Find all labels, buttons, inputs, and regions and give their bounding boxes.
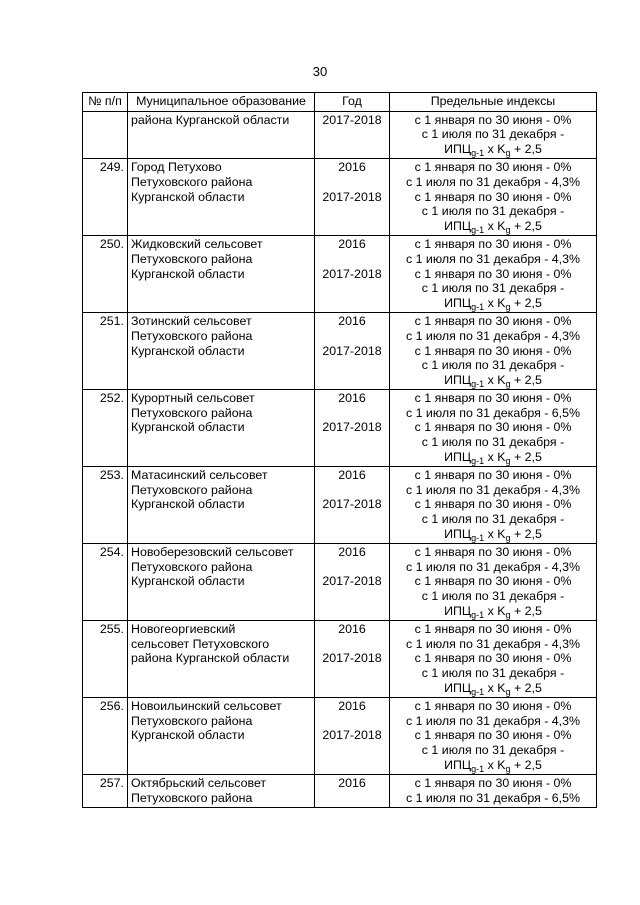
row-number: 251. — [83, 313, 128, 390]
formula-text: + 2,5 — [510, 603, 542, 618]
year-label: 2016 — [338, 237, 366, 252]
formula-text: x K — [484, 295, 506, 310]
indices-cell — [390, 390, 597, 467]
index-line: с 1 июля по 31 декабря - 6,5% — [405, 790, 581, 805]
formula-text: x K — [484, 603, 506, 618]
index-line: с 1 января по 30 июня - 0% — [414, 391, 572, 406]
index-line: с 1 января по 30 июня - 0% — [414, 728, 572, 743]
municipality-line: Курганской области — [131, 728, 245, 743]
formula-subscript: g-1 — [471, 455, 485, 466]
municipality-cell — [128, 698, 315, 775]
municipality-line: Курганской области — [131, 574, 245, 589]
year-cell — [315, 236, 390, 313]
table-row — [83, 698, 597, 775]
tariff-index-table — [82, 92, 597, 808]
year-label: 2016 — [338, 622, 366, 637]
formula-subscript: g-1 — [471, 378, 485, 389]
table-row — [83, 159, 597, 236]
municipality-cell — [128, 390, 315, 467]
municipality-line: Курганской области — [131, 497, 245, 512]
index-formula — [393, 527, 593, 542]
row-number: 253. — [83, 467, 128, 544]
indices-cell — [390, 111, 597, 159]
formula-subscript: g — [505, 609, 511, 620]
municipality-line: Петуховского района — [131, 405, 253, 420]
formula-subscript: g — [505, 455, 511, 466]
formula-text: + 2,5 — [510, 680, 542, 695]
formula-subscript: g-1 — [471, 686, 485, 697]
formula-subscript: g-1 — [471, 301, 485, 312]
formula-text: ИПЦ — [444, 526, 472, 541]
formula-subscript: g — [505, 224, 511, 235]
formula-text: ИПЦ — [444, 218, 472, 233]
municipality-line: сельсовет Петуховского — [131, 636, 270, 651]
municipality-line: Курганской области — [131, 266, 245, 281]
municipality-line: Новоберезовский сельсовет — [131, 545, 294, 560]
index-formula — [393, 219, 593, 234]
municipality-line: Петуховского района — [131, 174, 253, 189]
municipality-line: Курганской области — [131, 343, 245, 358]
year-label: 2017-2018 — [322, 651, 382, 666]
municipality-line: Петуховского района — [131, 713, 253, 728]
index-formula — [393, 758, 593, 773]
municipality-cell — [128, 313, 315, 390]
formula-subscript: g — [505, 301, 511, 312]
header-indices: Предельные индексы — [390, 93, 597, 112]
indices-cell — [390, 698, 597, 775]
formula-text: ИПЦ — [444, 295, 472, 310]
index-line: с 1 января по 30 июня - 0% — [414, 237, 572, 252]
municipality-line: Октябрьский сельсовет — [131, 776, 267, 791]
formula-subscript: g-1 — [471, 224, 485, 235]
table-header-row — [83, 93, 597, 112]
index-line: с 1 января по 30 июня - 0% — [414, 420, 572, 435]
index-line: с 1 января по 30 июня - 0% — [414, 699, 572, 714]
municipality-cell — [128, 159, 315, 236]
index-formula — [393, 450, 593, 465]
formula-text: + 2,5 — [510, 141, 542, 156]
formula-subscript: g-1 — [471, 532, 485, 543]
municipality-line: района Курганской области — [131, 112, 290, 127]
formula-text: ИПЦ — [444, 680, 472, 695]
formula-subscript: g — [505, 147, 511, 158]
index-line: с 1 июля по 31 декабря - — [421, 435, 565, 450]
formula-text: + 2,5 — [510, 218, 542, 233]
indices-cell — [390, 159, 597, 236]
index-formula — [393, 604, 593, 619]
formula-text: + 2,5 — [510, 295, 542, 310]
index-formula — [393, 373, 593, 388]
formula-text: x K — [484, 372, 506, 387]
index-line: с 1 июля по 31 декабря - 4,3% — [405, 251, 581, 266]
index-line: с 1 июля по 31 декабря - 4,3% — [405, 328, 581, 343]
row-number: 249. — [83, 159, 128, 236]
index-line: с 1 января по 30 июня - 0% — [414, 497, 572, 512]
index-formula — [393, 142, 593, 157]
index-line: с 1 января по 30 июня - 0% — [414, 314, 572, 329]
index-formula — [393, 681, 593, 696]
indices-cell — [390, 621, 597, 698]
year-cell — [315, 313, 390, 390]
index-line: с 1 января по 30 июня - 0% — [414, 574, 572, 589]
municipality-line: Матасинский сельсовет — [131, 468, 268, 483]
index-line: с 1 июля по 31 декабря - 4,3% — [405, 482, 581, 497]
table-row — [83, 775, 597, 808]
header-num: № п/п — [83, 93, 128, 112]
municipality-cell — [128, 236, 315, 313]
year-cell — [315, 544, 390, 621]
row-number: 257. — [83, 775, 128, 808]
header-year: Год — [315, 93, 390, 112]
indices-cell — [390, 467, 597, 544]
municipality-line: Петуховского района — [131, 790, 253, 805]
year-label: 2017-2018 — [322, 420, 382, 435]
indices-cell — [390, 544, 597, 621]
index-line: с 1 июля по 31 декабря - 6,5% — [405, 405, 581, 420]
index-line: с 1 июля по 31 декабря - 4,3% — [405, 174, 581, 189]
municipality-line: Жидковский сельсовет — [131, 237, 263, 252]
row-number: 256. — [83, 698, 128, 775]
table-body — [83, 111, 597, 808]
year-label: 2016 — [338, 160, 366, 175]
municipality-line: Петуховского района — [131, 559, 253, 574]
row-number: 250. — [83, 236, 128, 313]
index-formula — [393, 296, 593, 311]
formula-subscript: g — [505, 532, 511, 543]
formula-text: x K — [484, 449, 506, 464]
formula-text: ИПЦ — [444, 141, 472, 156]
index-line: с 1 января по 30 июня - 0% — [414, 266, 572, 281]
table-row — [83, 236, 597, 313]
year-label: 2017-2018 — [322, 266, 382, 281]
municipality-line: Курганской области — [131, 189, 245, 204]
year-label: 2016 — [338, 391, 366, 406]
index-line: с 1 января по 30 июня - 0% — [414, 776, 572, 791]
year-label: 2017-2018 — [322, 497, 382, 512]
municipality-line: Петуховского района — [131, 251, 253, 266]
municipality-line: Петуховского района — [131, 328, 253, 343]
index-line: с 1 января по 30 июня - 0% — [414, 112, 572, 127]
year-cell — [315, 621, 390, 698]
formula-text: x K — [484, 680, 506, 695]
municipality-cell — [128, 467, 315, 544]
index-line: с 1 июля по 31 декабря - 4,3% — [405, 559, 581, 574]
index-line: с 1 июля по 31 декабря - 4,3% — [405, 636, 581, 651]
indices-cell — [390, 236, 597, 313]
indices-cell — [390, 775, 597, 808]
page-number: 30 — [312, 64, 328, 79]
year-cell — [315, 467, 390, 544]
formula-subscript: g-1 — [471, 609, 485, 620]
index-line: с 1 января по 30 июня - 0% — [414, 622, 572, 637]
year-label: 2016 — [338, 468, 366, 483]
year-cell — [315, 390, 390, 467]
formula-text: x K — [484, 218, 506, 233]
year-label: 2017-2018 — [322, 189, 382, 204]
municipality-line: Петуховского района — [131, 482, 253, 497]
index-line: с 1 июля по 31 декабря - — [421, 281, 565, 296]
formula-text: x K — [484, 526, 506, 541]
header-municipality: Муниципальное образование — [128, 93, 315, 112]
index-line: с 1 января по 30 июня - 0% — [414, 160, 572, 175]
table-row — [83, 467, 597, 544]
year-label: 2016 — [338, 699, 366, 714]
table-row — [83, 313, 597, 390]
formula-subscript: g-1 — [471, 763, 485, 774]
table-row — [83, 390, 597, 467]
formula-text: x K — [484, 141, 506, 156]
index-line: с 1 января по 30 июня - 0% — [414, 343, 572, 358]
index-line: с 1 января по 30 июня - 0% — [414, 189, 572, 204]
formula-subscript: g-1 — [471, 147, 485, 158]
index-line: с 1 января по 30 июня - 0% — [414, 468, 572, 483]
municipality-line: района Курганской области — [131, 651, 290, 666]
municipality-cell — [128, 621, 315, 698]
formula-subscript: g — [505, 686, 511, 697]
municipality-cell — [128, 111, 315, 159]
year-cell — [315, 159, 390, 236]
index-line: с 1 июля по 31 декабря - — [421, 589, 565, 603]
formula-text: + 2,5 — [510, 372, 542, 387]
year-label: 2016 — [338, 776, 366, 791]
index-line: с 1 июля по 31 декабря - — [421, 742, 565, 757]
index-line: с 1 июля по 31 декабря - — [421, 512, 565, 527]
table-row — [83, 621, 597, 698]
municipality-cell — [128, 775, 315, 808]
formula-subscript: g — [505, 763, 511, 774]
index-line: с 1 июля по 31 декабря - 4,3% — [405, 713, 581, 728]
municipality-line: Город Петухово — [131, 160, 222, 175]
row-number — [83, 111, 128, 159]
year-label: 2016 — [338, 314, 366, 329]
formula-text: ИПЦ — [444, 449, 472, 464]
row-number: 254. — [83, 544, 128, 621]
municipality-line: Курортный сельсовет — [131, 391, 255, 406]
row-number: 252. — [83, 390, 128, 467]
indices-cell — [390, 313, 597, 390]
formula-text: x K — [484, 757, 506, 772]
year-label: 2016 — [338, 545, 366, 560]
index-line: с 1 июля по 31 декабря - — [421, 665, 565, 680]
year-label: 2017-2018 — [322, 574, 382, 589]
year-label: 2017-2018 — [322, 112, 382, 127]
formula-text: ИПЦ — [444, 603, 472, 618]
index-line: с 1 июля по 31 декабря - — [421, 127, 565, 142]
table-row — [83, 111, 597, 159]
municipality-line: Новоильинский сельсовет — [131, 699, 282, 714]
formula-text: ИПЦ — [444, 372, 472, 387]
table-row — [83, 544, 597, 621]
formula-text: + 2,5 — [510, 526, 542, 541]
year-cell — [315, 111, 390, 159]
municipality-line: Зотинский сельсовет — [131, 314, 252, 329]
formula-subscript: g — [505, 378, 511, 389]
formula-text: ИПЦ — [444, 757, 472, 772]
year-label: 2017-2018 — [322, 728, 382, 743]
year-label: 2017-2018 — [322, 343, 382, 358]
row-number: 255. — [83, 621, 128, 698]
year-cell — [315, 775, 390, 808]
municipality-cell — [128, 544, 315, 621]
municipality-line: Курганской области — [131, 420, 245, 435]
index-line: с 1 января по 30 июня - 0% — [414, 545, 572, 560]
municipality-line: Новогеоргиевский — [131, 622, 236, 637]
formula-text: + 2,5 — [510, 449, 542, 464]
index-line: с 1 июля по 31 декабря - — [421, 358, 565, 373]
year-cell — [315, 698, 390, 775]
index-line: с 1 июля по 31 декабря - — [421, 204, 565, 219]
index-line: с 1 января по 30 июня - 0% — [414, 651, 572, 666]
formula-text: + 2,5 — [510, 757, 542, 772]
